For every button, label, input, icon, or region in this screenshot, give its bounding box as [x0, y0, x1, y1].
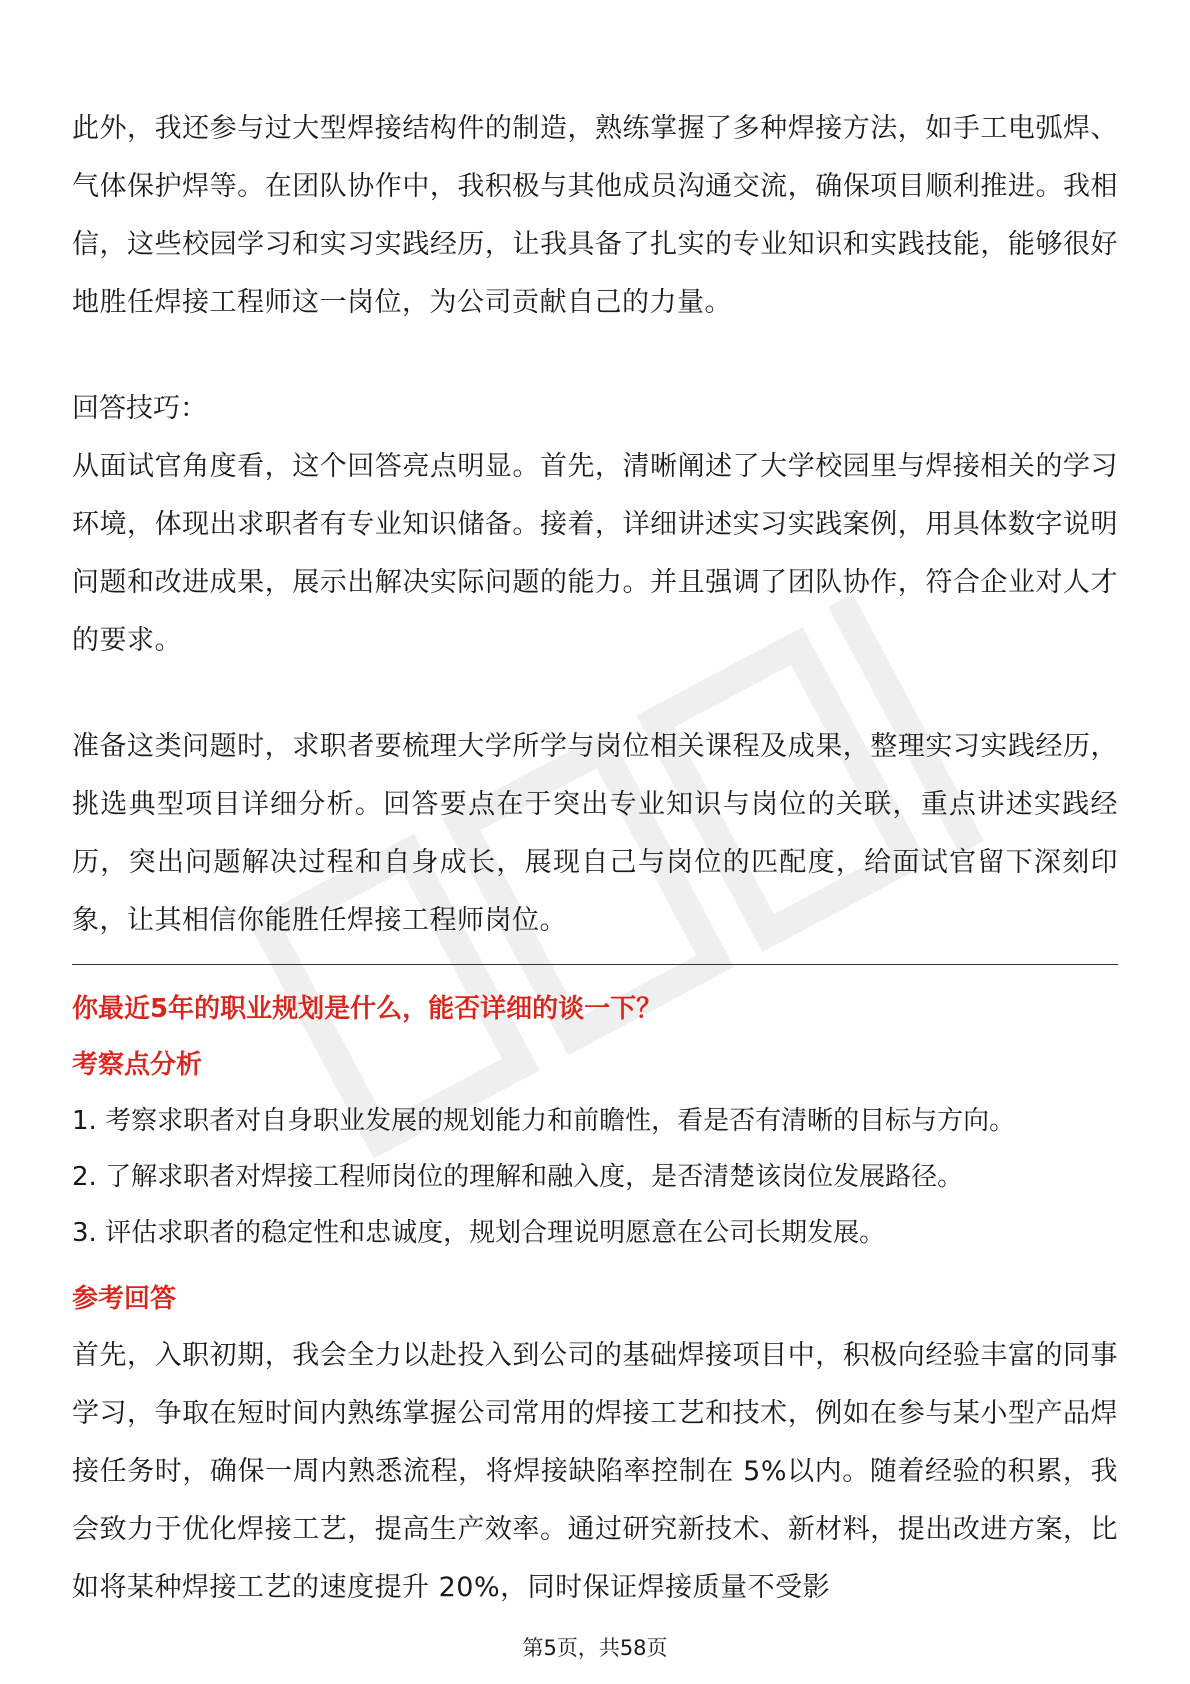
reference-title: 参考回答 — [72, 1284, 177, 1314]
tips-paragraph-2: 准备这类问题时，求职者要梳理大学所学与岗位相关课程及成果，整理实习实践经历，挑选典型项目详细分析。回答要点在于突出专业知识与岗位的关联，重点讲述实践经历，突出问题解决过程和自身成长，展现自己与岗位的匹配度，给面试官留下深刻印象，让其相信你能胜任焊接工程师岗位。 — [72, 731, 1118, 936]
document-page — [72, 100, 1118, 1617]
intro-paragraph: 此外，我还参与过大型焊接结构件的制造，熟练掌握了多种焊接方法，如手工电弧焊、气体保护焊等。在团队协作中，我积极与其他成员沟通交流，确保项目顺利推进。我相信，这些校园学习和实习实践经历，让我具备了扎实的专业知识和实践技能，能够很好地胜任焊接工程师这一岗位，为公司贡献自己的力量。 — [72, 113, 1118, 318]
tips-paragraph-1: 从面试官角度看，这个回答亮点明显。首先，清晰阐述了大学校园里与焊接相关的学习环境，体现出求职者有专业知识储备。接着，详细讲述实习实践案例，用具体数字说明问题和改进成果，展示出解决实际问题的能力。并且强调了团队协作，符合企业对人才的要求。 — [72, 451, 1118, 656]
section-divider — [72, 964, 1118, 965]
tips-label: 回答技巧： — [72, 393, 207, 424]
analysis-title: 考察点分析 — [72, 1050, 203, 1080]
page-footer: 第5页，共58页 — [522, 1636, 668, 1660]
analysis-point-3: 3. 评估求职者的稳定性和忠诚度，规划合理说明愿意在公司长期发展。 — [72, 1218, 886, 1248]
analysis-point-1: 1. 考察求职者对自身职业发展的规划能力和前瞻性，看是否有清晰的目标与方向。 — [72, 1106, 1016, 1136]
question-heading: 你最近5年的职业规划是什么，能否详细的谈一下？ — [72, 994, 663, 1024]
analysis-point-2: 2. 了解求职者对焊接工程师岗位的理解和融入度，是否清楚该岗位发展路径。 — [72, 1162, 964, 1192]
reference-paragraph: 首先，入职初期，我会全力以赴投入到公司的基础焊接项目中，积极向经验丰富的同事学习，争取在短时间内熟练掌握公司常用的焊接工艺和技术，例如在参与某小型产品焊接任务时，确保一周内熟悉流程，将焊接缺陷率控制在 5%以内。随着经验的积累，我会致力于优化焊接工艺，提高生产效率。通过研究新技术、新材料，提出改进方案，比如将某种焊接工艺的速度提升 20%，同时保证焊接质量不受影 — [72, 1340, 1118, 1603]
